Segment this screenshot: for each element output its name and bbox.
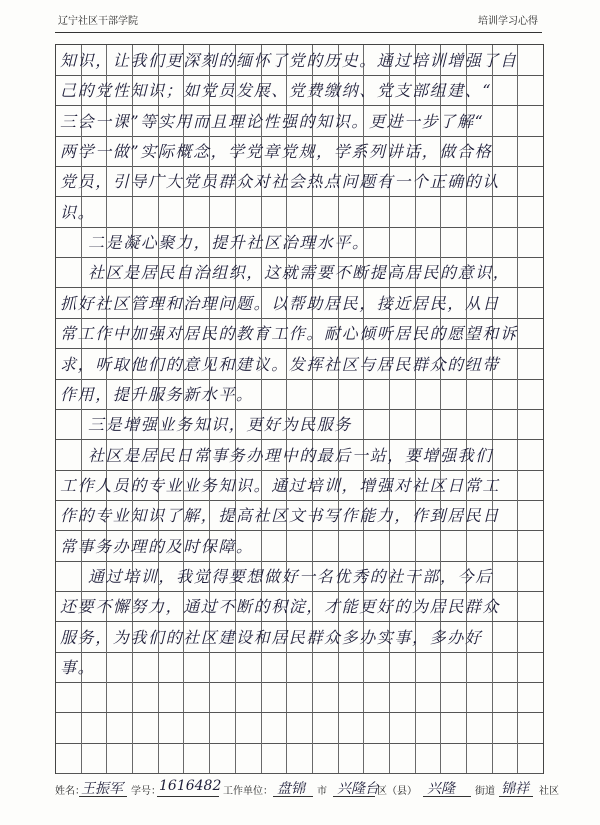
handwritten-line: 常工作中加强对居民的教育工作。耐心倾听居民的愿望和诉 <box>60 324 518 344</box>
grid-row <box>56 45 543 75</box>
handwritten-line: 二是凝心聚力，提升社区治理水平。 <box>88 233 370 253</box>
city-underline <box>273 796 313 797</box>
street-underline <box>423 796 471 797</box>
grid-row <box>56 652 543 682</box>
student-id-value: 1616482 <box>159 778 222 794</box>
district-label: 区（县） <box>377 786 417 797</box>
handwritten-line: 己的党性知识；如党员发展、党费缴纳、党支部组建、“ <box>60 81 493 101</box>
grid-row <box>56 682 543 712</box>
grid-row <box>56 75 543 105</box>
grid-row <box>56 257 543 287</box>
grid-row <box>56 106 543 136</box>
street-value: 兴隆 <box>427 781 455 797</box>
handwritten-line: 通过培训，我觉得要想做好一名优秀的社干部，今后 <box>88 566 493 586</box>
grid-row <box>56 379 543 409</box>
handwritten-line: 事。 <box>60 658 96 677</box>
name-value: 王振军 <box>81 781 123 797</box>
community-value: 锦祥 <box>501 781 529 797</box>
handwritten-line: 常事务办理的及时保障。 <box>60 536 254 556</box>
grid-row <box>56 288 543 318</box>
writing-grid <box>55 44 544 774</box>
handwritten-line: 社区是居民日常事务办理中的最后一站，要增强我们 <box>88 445 493 465</box>
grid-row <box>56 531 543 561</box>
handwritten-line: 两学一做”实际概念，学党章党规，学系列讲话，做合格 <box>60 142 493 162</box>
district-value: 兴隆台 <box>337 781 379 797</box>
name-label: 姓名： <box>55 786 85 797</box>
handwritten-line: 社区是居民自治组织，这就需要不断提高居民的意识， <box>88 263 511 283</box>
grid-cell <box>56 409 82 439</box>
grid-rows <box>56 45 543 773</box>
handwritten-line <box>60 687 539 709</box>
community-underline <box>499 796 533 797</box>
handwritten-line: 党员，引导广大党员群众对社会热点问题有一个正确的认 <box>60 172 501 192</box>
grid-row <box>56 622 543 652</box>
student-id-label: 学号： <box>131 786 161 797</box>
handwritten-line: 作的专业知识了解，提高社区文书写作能力，作到居民日 <box>60 506 501 526</box>
grid-row <box>56 318 543 348</box>
handwritten-line: 还要不懈努力，通过不断的积淀，才能更好的为居民群众 <box>60 597 501 617</box>
city-value: 盘锦 <box>277 781 305 797</box>
street-label: 街道 <box>475 786 495 797</box>
header-school-name: 辽宁社区干部学院 <box>58 16 138 27</box>
grid-row <box>56 136 543 166</box>
work-unit-label: 工作单位： <box>223 786 273 797</box>
grid-row <box>56 470 543 500</box>
grid-cell <box>56 561 82 591</box>
handwritten-line: 服务，为我们的社区建设和居民群众多办实事，多办好 <box>60 627 483 647</box>
grid-row <box>56 591 543 621</box>
handwritten-line: 作用，提升服务新水平。 <box>60 384 254 404</box>
grid-row <box>56 409 543 439</box>
header-doc-type: 培训学习心得 <box>478 16 538 27</box>
grid-cell <box>56 257 82 287</box>
handwritten-line <box>60 718 539 740</box>
district-underline <box>333 796 375 797</box>
handwritten-line: 工作人员的专业业务知识。通过培训，增强对社区日常工 <box>60 475 501 495</box>
grid-row <box>56 349 543 379</box>
handwritten-line: 求，听取他们的意见和建议。发挥社区与居民群众的纽带 <box>60 354 501 374</box>
grid-row <box>56 227 543 257</box>
grid-row <box>56 743 543 773</box>
handwritten-line: 三是增强业务知识，更好为民服务 <box>88 415 353 435</box>
grid-cell <box>56 440 82 470</box>
handwritten-line: 识。 <box>60 202 96 222</box>
handwritten-line <box>60 748 539 770</box>
handwritten-line: 三会一课”等实用而且理论性强的知识。更进一步了解“ <box>60 111 485 131</box>
grid-row <box>56 713 543 743</box>
footer-info <box>55 778 559 798</box>
grid-row <box>56 500 543 530</box>
handwritten-line: 知识，让我们更深刻的缅怀了党的历史。通过培训增强了自 <box>60 51 518 70</box>
name-underline <box>79 796 127 797</box>
student-id-underline <box>157 796 219 797</box>
handwritten-line: 抓好社区管理和治理问题。以帮助居民，接近居民，从日 <box>60 293 501 313</box>
community-label: 社区 <box>539 786 559 797</box>
grid-row <box>56 166 543 196</box>
grid-row <box>56 561 543 591</box>
grid-cell <box>56 227 82 257</box>
grid-row <box>56 197 543 227</box>
grid-row <box>56 440 543 470</box>
city-label: 市 <box>317 786 327 797</box>
header-divider <box>55 32 542 33</box>
